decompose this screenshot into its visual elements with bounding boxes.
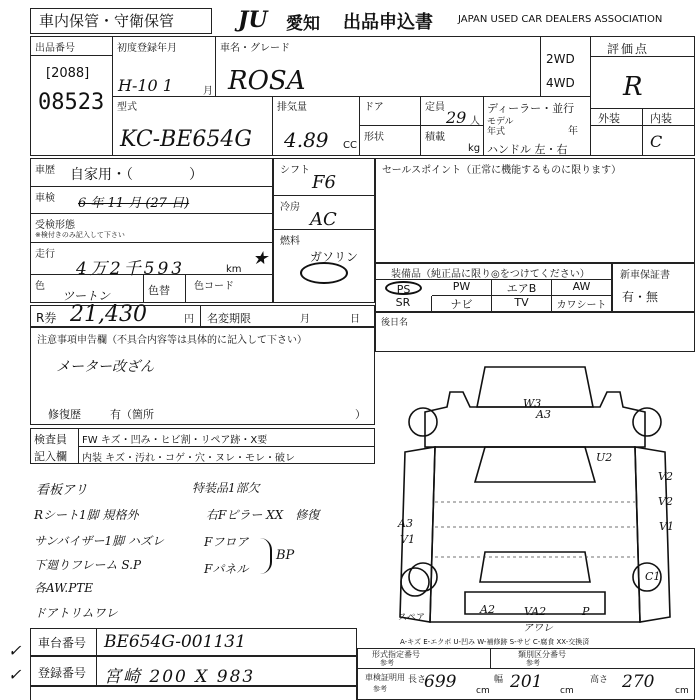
length-value: 699 — [424, 672, 457, 692]
car-diagram — [375, 352, 695, 642]
cooler-value: AC — [310, 209, 337, 230]
year-unit: 年 — [568, 126, 578, 137]
inspector-row2: 内装 キズ・汚れ・コゲ・穴・ヌレ・モレ・破レ — [82, 453, 295, 464]
grade-label: 評価点 — [607, 42, 650, 56]
doors-label: ドア — [364, 102, 384, 113]
equip-aw: AW — [552, 280, 612, 296]
drive-2wd: 2WD — [546, 52, 575, 66]
height-value: 270 — [622, 672, 655, 692]
mark-p: P — [582, 605, 590, 618]
interior-value: C — [650, 132, 663, 151]
type-value: KC-BE654G — [120, 127, 252, 152]
capacity-value: 29 — [446, 108, 467, 127]
color-label: 色 — [35, 281, 45, 292]
r-ticket-value: 21,430 — [70, 302, 147, 327]
lot-number: 08523 — [38, 90, 105, 115]
equip-leather: カワシート — [552, 296, 612, 313]
plate-label: 登録番号 — [38, 666, 87, 680]
mark-v2b: V2 — [658, 495, 673, 508]
chassis-label: 車台番号 — [38, 636, 87, 650]
inspector-note-1: 看板アリ — [36, 483, 88, 498]
repair-label: 修復歴 — [48, 408, 81, 421]
history-value: 自家用・（ ） — [70, 167, 203, 183]
registration-label: 初度登録年月 — [117, 43, 177, 54]
cert-label: 車検証明用 — [365, 673, 405, 682]
mark-a3-left: A3 — [398, 517, 413, 530]
load-unit: kg — [468, 143, 481, 154]
mark-v1-left: V1 — [400, 533, 415, 546]
inspection-label: 車検 — [35, 193, 55, 204]
postscript-label: 後日名 — [381, 318, 409, 328]
shift-label: シフト — [280, 165, 310, 176]
mark-a3-top: A3 — [536, 408, 551, 421]
plate-value: 宮崎 200 X 983 — [104, 667, 256, 687]
mark-u2: U2 — [596, 451, 613, 464]
cooler-label: 冷房 — [280, 202, 300, 213]
notes-label: 注意事項申告欄（不具合内容等は具体的に記入して下さい） — [37, 335, 307, 346]
spec-label: 形式指定番号 — [372, 650, 420, 659]
name-change-label: 名変期限 — [207, 312, 251, 325]
sales-point-label: セールスポイント（正常に機能するものに限ります） — [382, 165, 622, 176]
height-label: 高さ — [590, 675, 609, 685]
inspector-label: 検査員 — [34, 433, 67, 446]
mark-w3: W3 — [523, 397, 542, 410]
inspector-note-10: Fパネル — [204, 562, 249, 576]
inspector-label2: 記入欄 — [34, 450, 67, 463]
inspector-note-7: 特装品1部欠 — [192, 481, 260, 495]
mark-awa: アワレ — [523, 623, 553, 634]
form-title: 出品申込書 — [343, 12, 433, 33]
class-sub: 参考 — [526, 659, 540, 667]
interior-label: 内装 — [650, 112, 672, 125]
repair-value: 有（箇所 — [110, 408, 154, 421]
inspector-note-2: Rシート1脚 規格外 — [34, 508, 139, 522]
class-label: 類別区分番号 — [518, 650, 566, 659]
displacement-unit: CC — [343, 140, 357, 151]
mileage-value: 4万2千593 — [76, 259, 186, 279]
equipment-label: 装備品（純正品に限り◎をつけてください） — [391, 269, 590, 280]
spare-label: スペア — [398, 613, 426, 623]
fuel-circle — [300, 262, 348, 284]
displacement-label: 排気量 — [277, 102, 307, 113]
inspector-note-6: ドアトリムワレ — [34, 606, 118, 620]
acceptance-label: 受検形態 — [35, 220, 75, 231]
equip-pw: PW — [432, 280, 492, 296]
width-label: 幅 — [494, 675, 504, 685]
equip-sr: SR — [375, 296, 432, 313]
damage-legend: A-キズ E-エクボ U-凹み W-補修跡 S-サビ C-腐食 XX-交換済 — [400, 638, 590, 646]
fuel-value: ガソリン — [310, 250, 359, 264]
registration-month: 月 — [203, 86, 213, 97]
capacity-label: 定員 — [425, 102, 445, 113]
storage-note: 車内保管・守衛保管 — [39, 12, 175, 30]
inspector-note-4: 下廻りフレーム S.P — [34, 558, 142, 572]
mark-va2: VA2 — [524, 605, 547, 618]
mark-v1-right: V1 — [659, 520, 674, 533]
equip-navi: ナビ — [432, 296, 492, 313]
equipment-grid — [375, 279, 612, 312]
mileage-unit: km — [226, 264, 242, 275]
inspector-note-9: Fフロア — [204, 535, 249, 549]
drive-4wd: 4WD — [546, 76, 575, 90]
warranty-label: 新車保証書 — [620, 270, 670, 281]
displacement-value: 4.89 — [284, 128, 329, 152]
name-change-day: 日 — [350, 314, 360, 325]
lot-bracket: [2088] — [46, 66, 90, 81]
inspector-note-5: 各AW.PTE — [34, 581, 94, 595]
width-unit: cm — [560, 686, 574, 696]
ju-logo: JU — [238, 7, 268, 33]
equip-ps: PS — [385, 281, 422, 295]
model-year-label: モデル年式 — [487, 117, 514, 137]
bracket-mark — [258, 538, 272, 574]
spec-sub: 参考 — [380, 659, 394, 667]
height-unit: cm — [675, 686, 689, 696]
equip-tv: TV — [492, 296, 552, 313]
postscript-block — [375, 312, 695, 352]
mileage-label: 走行 — [35, 249, 55, 260]
mark-v2a: V2 — [658, 470, 673, 483]
inspector-note-8: 右Fピラー XX 修復 — [206, 508, 320, 522]
model-label: 車名・グレード — [220, 43, 290, 54]
history-label: 車歴 — [35, 165, 55, 176]
r-ticket-unit: 円 — [184, 314, 194, 325]
inspector-row1: FW キズ・凹み・ヒビ割・リペア跡・X要 — [82, 435, 268, 446]
shift-value: F6 — [312, 172, 336, 193]
org-en: JAPAN USED CAR DEALERS ASSOCIATION — [458, 14, 663, 25]
color-code-label: 色コード — [194, 281, 234, 292]
warranty-value: 有・無 — [622, 290, 659, 304]
type-label: 型式 — [117, 102, 137, 113]
capacity-unit: 人 — [470, 116, 480, 127]
r-ticket-label: R券 — [36, 311, 57, 325]
storage-note-box — [30, 8, 212, 34]
inspection-value: 6 年 11 月 (27 日) — [78, 196, 190, 211]
exterior-label: 外装 — [598, 112, 620, 125]
inspector-note-3: サンバイザー1脚 ハズレ — [34, 534, 165, 548]
lot-label: 出品番号 — [35, 43, 75, 54]
length-label: 長さ — [408, 675, 427, 685]
shape-label: 形状 — [364, 132, 384, 143]
registration-value: H-10 1 — [118, 76, 173, 95]
model-value: ROSA — [228, 66, 306, 96]
check-mark-2: ✓ — [8, 665, 22, 684]
cert-sub: 参考 — [373, 685, 387, 693]
mark-a2: A2 — [480, 603, 495, 616]
load-label: 積載 — [425, 132, 445, 143]
mileage-star: ★ — [252, 248, 269, 269]
repaint-label: 色替 — [148, 284, 170, 297]
check-mark-1: ✓ — [8, 641, 22, 660]
handle-label: ハンドル 左・右 — [487, 143, 568, 156]
mark-c1: C1 — [645, 570, 661, 583]
fuel-label: 燃料 — [280, 236, 300, 247]
acceptance-sub: ※検付きのみ記入して下さい — [35, 231, 125, 239]
org-jp: 愛知 — [286, 14, 320, 34]
equip-airbag: エアB — [492, 280, 552, 296]
grade-value: R — [623, 72, 643, 102]
chassis-value: BE654G-001131 — [104, 632, 246, 652]
notes-meter: メーター改ざん — [56, 359, 154, 375]
dealer-label: ディーラー・並行 — [487, 102, 575, 115]
color-value: ツートン — [62, 289, 111, 303]
bp-note: BP — [276, 548, 295, 563]
name-change-month: 月 — [300, 314, 310, 325]
length-unit: cm — [476, 686, 490, 696]
width-value: 201 — [510, 672, 543, 692]
